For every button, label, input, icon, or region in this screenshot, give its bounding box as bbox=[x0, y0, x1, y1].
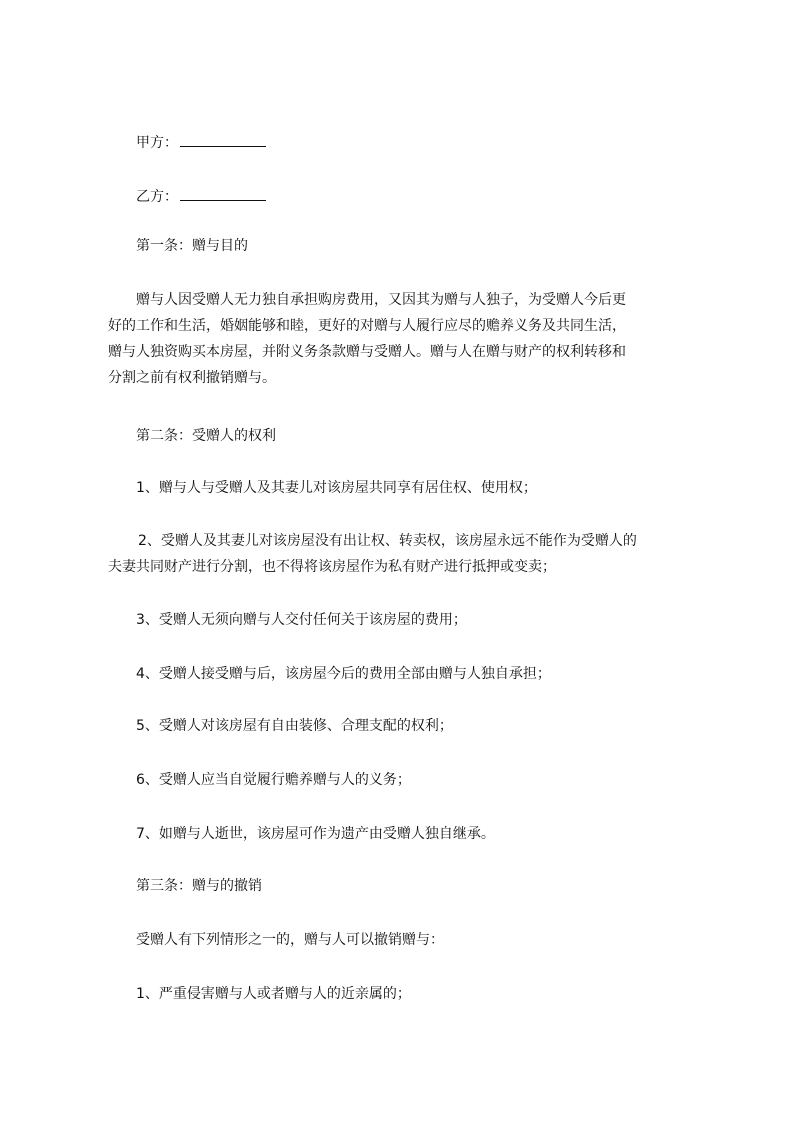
party-b-blank bbox=[180, 186, 266, 201]
article3-heading: 第三条：赠与的撤销 bbox=[136, 878, 262, 894]
article1-line: 赠与人独资购买本房屋，并附义务条款赠与受赠人。赠与人在赠与财产的权利转移和 bbox=[108, 344, 626, 360]
article1-heading: 第一条：赠与目的 bbox=[136, 238, 248, 254]
article2-item-4: 4、受赠人接受赠与后，该房屋今后的费用全部由赠与人独自承担； bbox=[136, 666, 551, 682]
article1-line: 分割之前有权利撤销赠与。 bbox=[108, 370, 276, 386]
article2-item-2 bbox=[108, 528, 704, 580]
article2-item-2-line: 2、受赠人及其妻儿对该房屋没有出让权、转卖权，该房屋永远不能作为受赠人的 bbox=[138, 533, 637, 549]
article3-item-1: 1、严重侵害赠与人或者赠与人的近亲属的； bbox=[136, 986, 411, 1002]
party-b-label: 乙方： bbox=[136, 189, 178, 205]
article2-item-1: 1、赠与人与受赠人及其妻儿对该房屋共同享有居住权、使用权； bbox=[136, 480, 537, 496]
article2-item-3: 3、受赠人无须向赠与人交付任何关于该房屋的费用； bbox=[136, 612, 467, 628]
article2-item-6: 6、受赠人应当自觉履行赡养赠与人的义务； bbox=[136, 772, 411, 788]
article2-heading: 第二条：受赠人的权利 bbox=[136, 428, 276, 444]
article1-line: 好的工作和生活，婚姻能够和睦，更好的对赠与人履行应尽的赡养义务及共同生活， bbox=[108, 318, 626, 334]
article1-paragraph bbox=[108, 287, 704, 391]
party-a-line bbox=[136, 132, 266, 153]
article2-item-5: 5、受赠人对该房屋有自由装修、合理支配的权利； bbox=[136, 718, 453, 734]
party-a-blank bbox=[180, 132, 266, 147]
article1-line: 赠与人因受赠人无力独自承担购房费用，又因其为赠与人独子，为受赠人今后更 bbox=[136, 292, 626, 308]
party-b-line bbox=[136, 186, 266, 207]
article2-item-7: 7、如赠与人逝世，该房屋可作为遗产由受赠人独自继承。 bbox=[136, 826, 495, 842]
article2-item-2-line: 夫妻共同财产进行分割，也不得将该房屋作为私有财产进行抵押或变卖； bbox=[108, 559, 556, 575]
article3-intro: 受赠人有下列情形之一的，赠与人可以撤销赠与： bbox=[136, 932, 444, 948]
party-a-label: 甲方： bbox=[136, 135, 178, 151]
